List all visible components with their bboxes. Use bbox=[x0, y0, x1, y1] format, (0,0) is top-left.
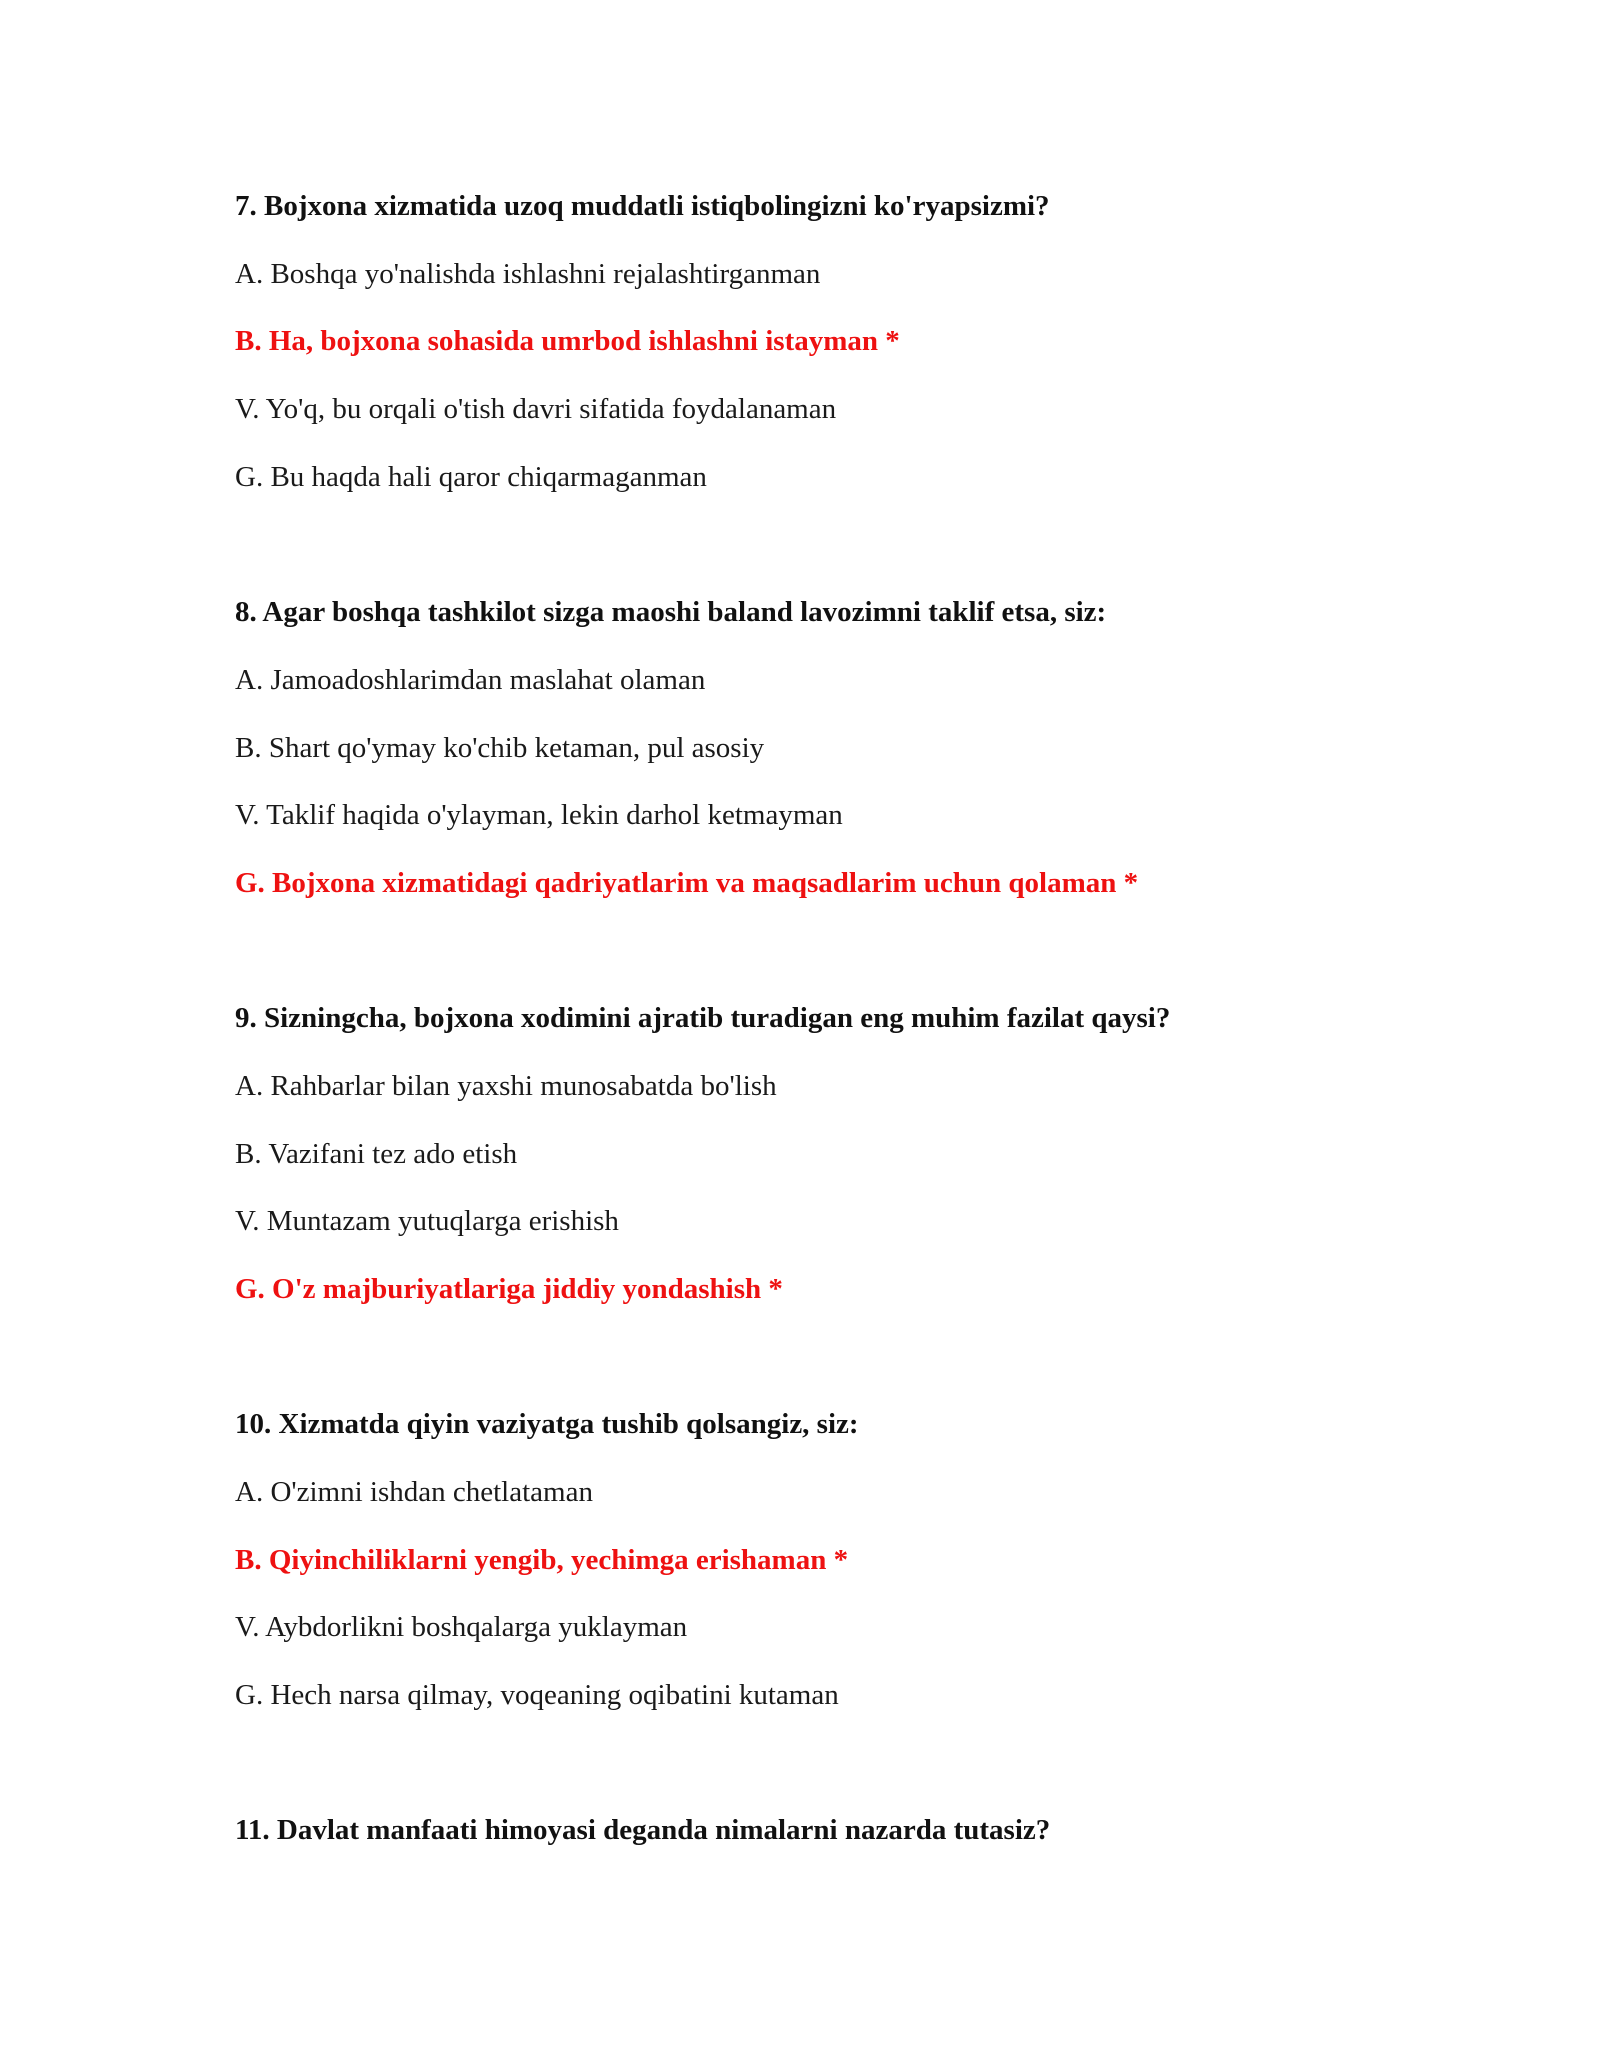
q9-option-g-correct: G. O'z majburiyatlariga jiddiy yondashish * bbox=[235, 1273, 783, 1305]
q7-option-a: A. Boshqa yo'nalishda ishlashni rejalashtirganman bbox=[235, 258, 821, 290]
question-10: 10. Xizmatda qiyin vaziyatga tushib qolsangiz, siz: bbox=[235, 1408, 859, 1440]
q10-option-b-correct: B. Qiyinchiliklarni yengib, yechimga erishaman * bbox=[235, 1544, 849, 1576]
q8-option-b: B. Shart qo'ymay ko'chib ketaman, pul asosiy bbox=[235, 732, 765, 764]
q10-option-g: G. Hech narsa qilmay, voqeaning oqibatini kutaman bbox=[235, 1679, 839, 1711]
q8-option-a: A. Jamoadoshlarimdan maslahat olaman bbox=[235, 664, 706, 696]
question-11: 11. Davlat manfaati himoyasi deganda nimalarni nazarda tutasiz? bbox=[235, 1814, 1051, 1846]
q8-option-g-correct: G. Bojxona xizmatidagi qadriyatlarim va maqsadlarim uchun qolaman * bbox=[235, 867, 1139, 899]
q9-option-a: A. Rahbarlar bilan yaxshi munosabatda bo'lish bbox=[235, 1070, 777, 1102]
q7-option-v: V. Yo'q, bu orqali o'tish davri sifatida foydalanaman bbox=[235, 393, 837, 425]
q7-option-g: G. Bu haqda hali qaror chiqarmaganman bbox=[235, 461, 707, 493]
q10-option-a: A. O'zimni ishdan chetlataman bbox=[235, 1476, 593, 1508]
q8-option-v: V. Taklif haqida o'ylayman, lekin darhol ketmayman bbox=[235, 799, 843, 831]
question-8: 8. Agar boshqa tashkilot sizga maoshi baland lavozimni taklif etsa, siz: bbox=[235, 596, 1107, 628]
question-9: 9. Sizningcha, bojxona xodimini ajratib turadigan eng muhim fazilat qaysi? bbox=[235, 1002, 1171, 1034]
question-7: 7. Bojxona xizmatida uzoq muddatli istiqbolingizni ko'ryapsizmi? bbox=[235, 190, 1050, 222]
q9-option-b: B. Vazifani tez ado etish bbox=[235, 1138, 518, 1170]
q9-option-v: V. Muntazam yutuqlarga erishish bbox=[235, 1205, 619, 1237]
q10-option-v: V. Aybdorlikni boshqalarga yuklayman bbox=[235, 1611, 688, 1643]
q7-option-b-correct: B. Ha, bojxona sohasida umrbod ishlashni istayman * bbox=[235, 325, 900, 357]
